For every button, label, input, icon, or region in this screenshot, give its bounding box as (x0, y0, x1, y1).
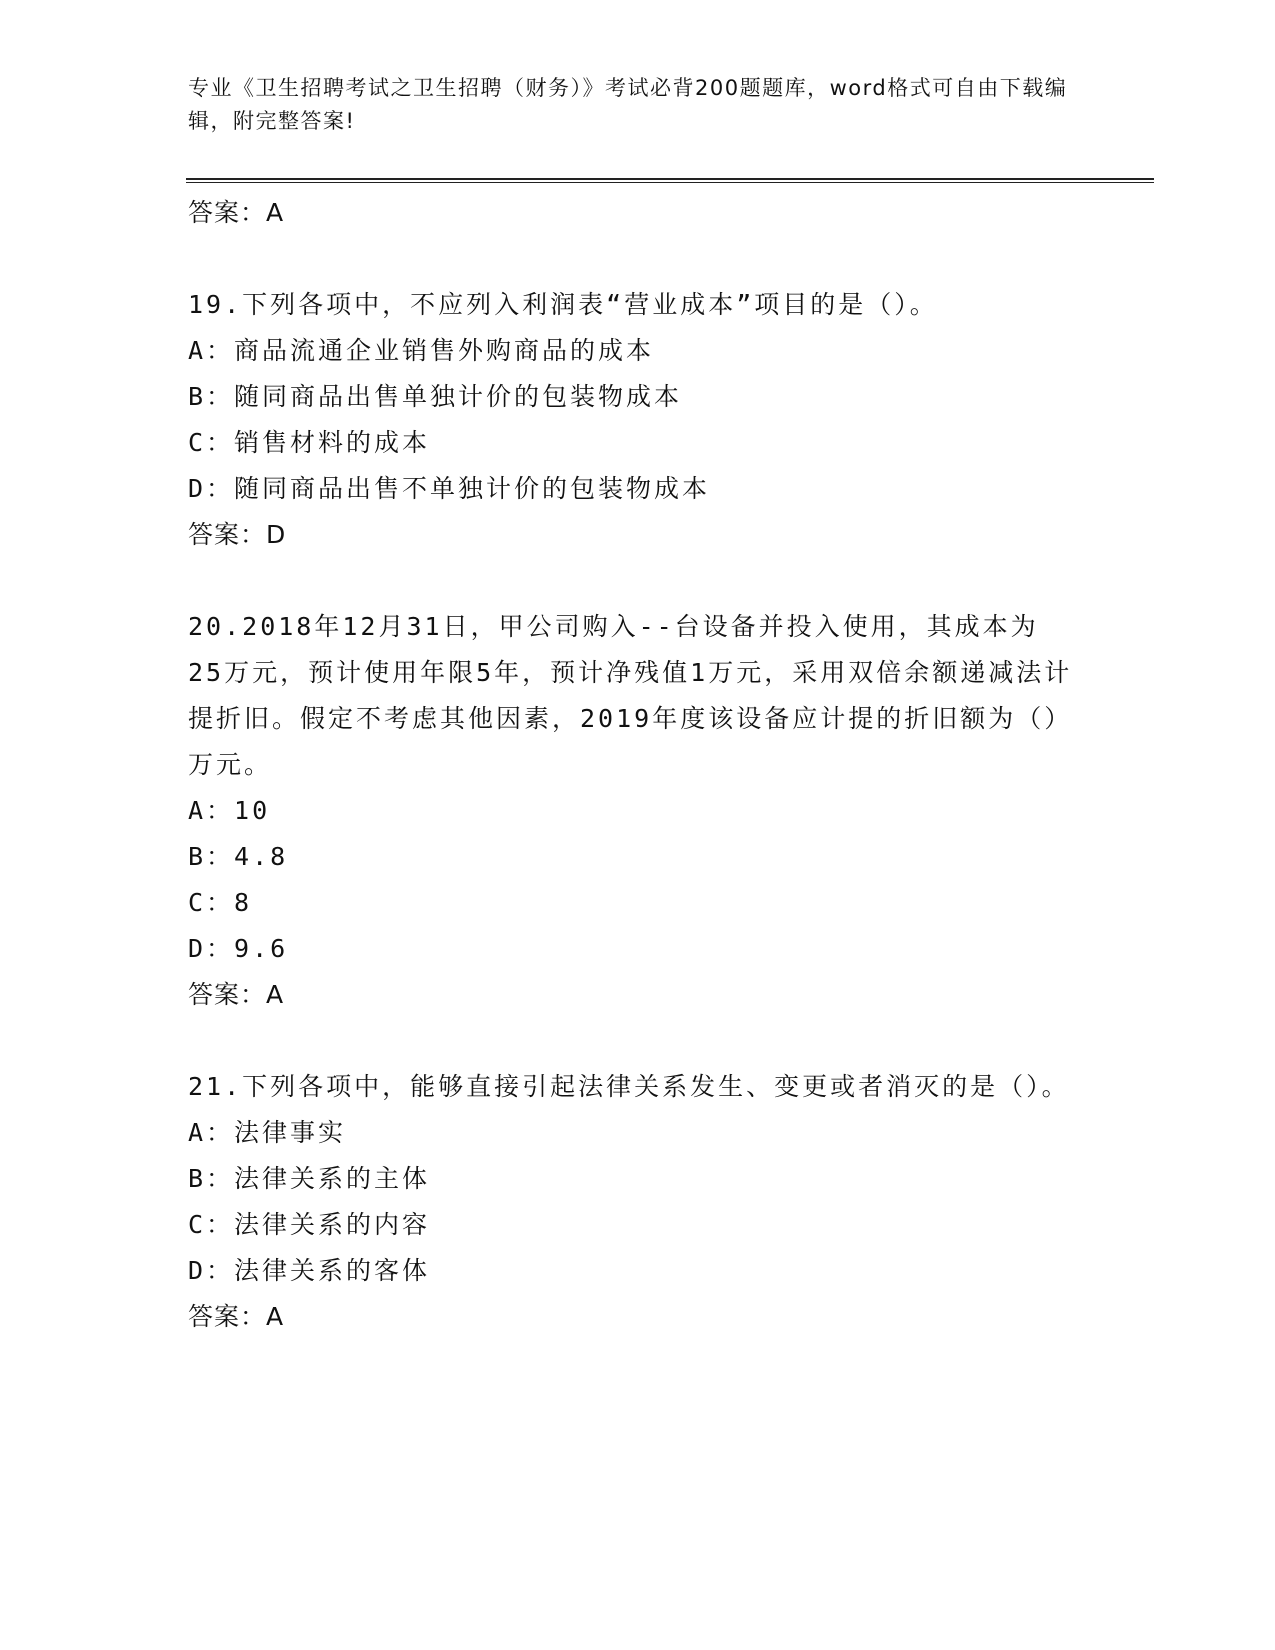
option-d: D：9.6 (188, 934, 289, 963)
question-block (188, 1064, 1073, 1340)
option-a: A：法律事实 (188, 1118, 347, 1147)
option-b: B：法律关系的主体 (188, 1164, 431, 1193)
option-a: A：商品流通企业销售外购商品的成本 (188, 336, 655, 365)
header-divider (186, 178, 1154, 180)
answer-line: 答案：A (188, 980, 285, 1009)
document-header: 专业《卫生招聘考试之卫生招聘（财务）》考试必背200题题库，word格式可自由下载编辑，附完整答案! (188, 76, 1068, 133)
question-list (188, 190, 1073, 1340)
question-block (188, 604, 1073, 1018)
spacer (188, 1018, 1073, 1064)
answer-line: 答案：A (188, 198, 285, 227)
header-divider-thin (186, 182, 1154, 183)
option-c: C：法律关系的内容 (188, 1210, 431, 1239)
option-d: D：随同商品出售不单独计价的包装物成本 (188, 474, 711, 503)
question-stem: 21.下列各项中，能够直接引起法律关系发生、变更或者消灭的是（）。 (188, 1072, 1070, 1101)
answer-line: 答案：D (188, 520, 287, 549)
question-stem: 20.2018年12月31日，甲公司购入--台设备并投入使用，其成本为25万元，预计使用年限5年，预计净残值1万元，采用双倍余额递减法计提折旧。假定不考虑其他因素，2019年度该设备应计提的折旧额为（）万元。 (188, 612, 1073, 779)
spacer (188, 236, 1073, 282)
spacer (188, 558, 1073, 604)
option-a: A：10 (188, 796, 271, 825)
answer-line: 答案：A (188, 1302, 285, 1331)
option-c: C：8 (188, 888, 253, 917)
option-b: B：随同商品出售单独计价的包装物成本 (188, 382, 683, 411)
option-d: D：法律关系的客体 (188, 1256, 431, 1285)
option-b: B：4.8 (188, 842, 289, 871)
question-stem: 19.下列各项中，不应列入利润表“营业成本”项目的是（）。 (188, 290, 938, 319)
option-c: C：销售材料的成本 (188, 428, 431, 457)
question-block (188, 282, 1073, 558)
